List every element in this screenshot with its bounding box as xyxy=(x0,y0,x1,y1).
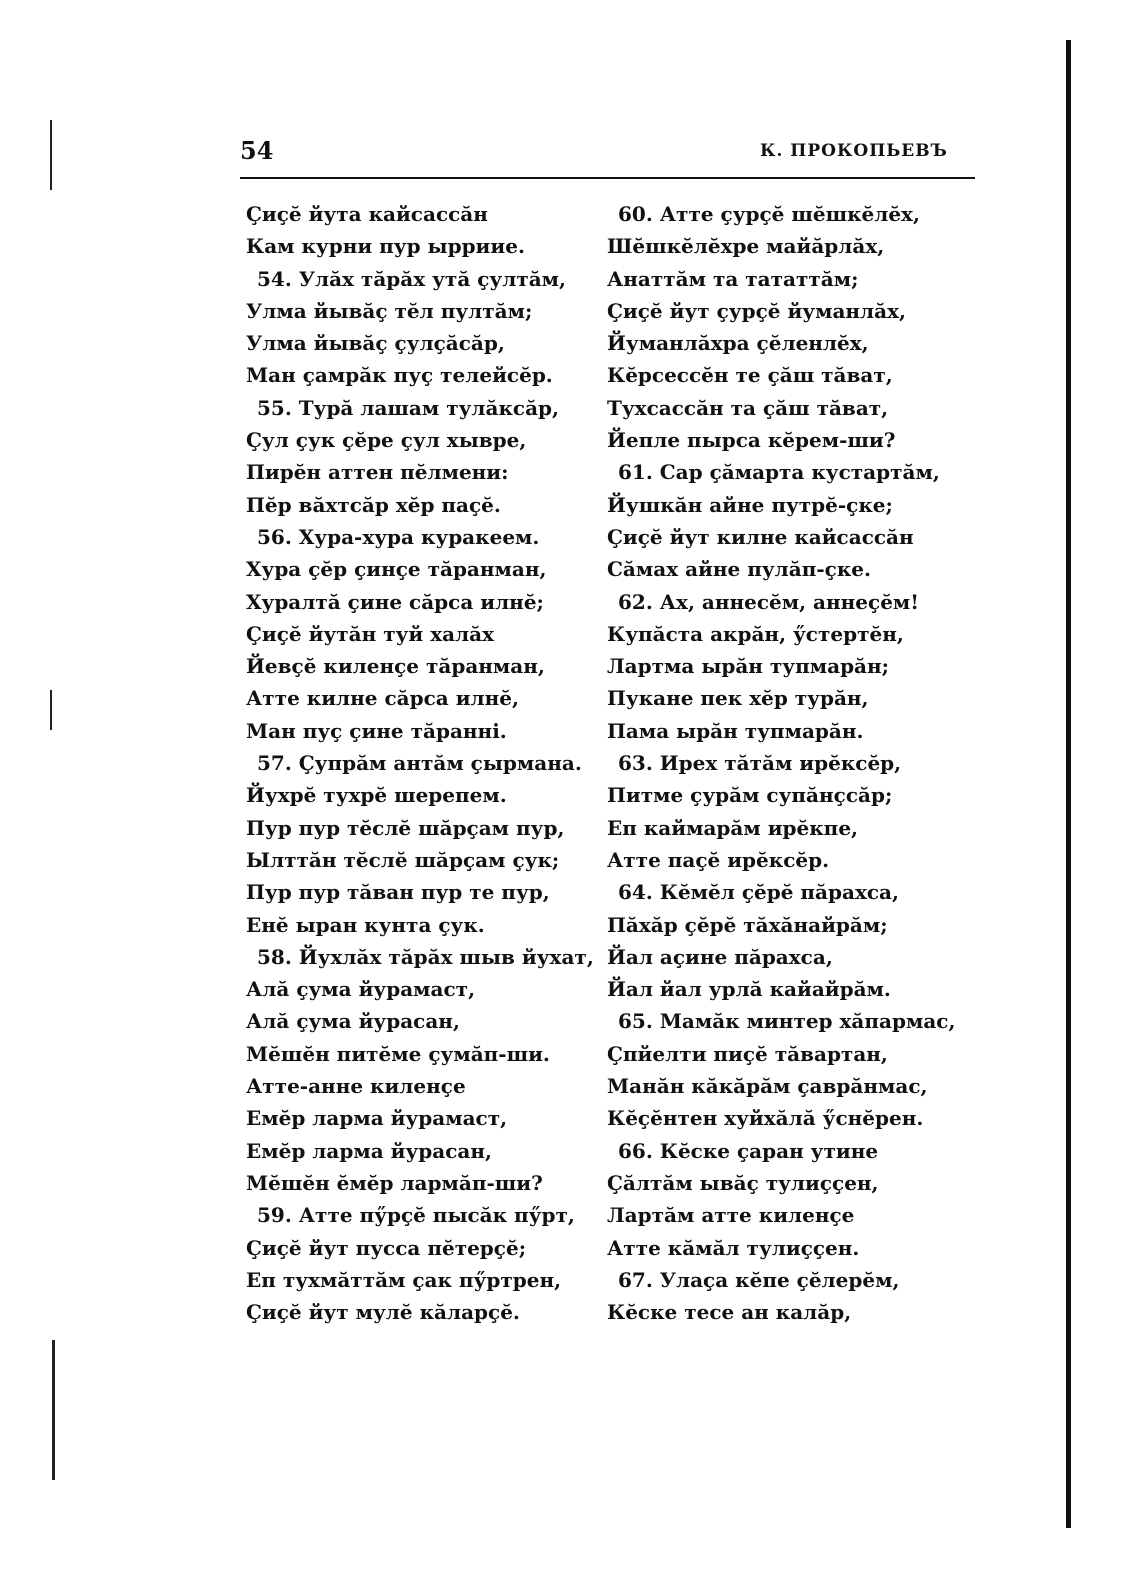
verse-line: Çиҫĕ йут пусса пĕтерҫĕ; xyxy=(246,1235,527,1260)
verse-line: Кĕрсессĕн те ҫăш тăват, xyxy=(607,363,893,388)
verse-line: 66. Кĕске çаран утине xyxy=(618,1138,879,1163)
verse-line: Атте кăмăл тулиҫҫен. xyxy=(607,1235,860,1260)
header-rule xyxy=(240,177,975,179)
verse-line: 64. Кĕмĕл çĕрĕ пăрахса, xyxy=(618,880,899,905)
verse-line: 60. Атте çурҫĕ шĕшкĕлĕх, xyxy=(618,202,920,226)
verse-line: Хуралтă çине сăрса илнĕ; xyxy=(246,589,544,614)
verse-line: Атте килне сăрса илнĕ, xyxy=(246,686,519,711)
verse-line: Йал аҫине пăрахса, xyxy=(607,944,833,969)
verse-line: Çпйелти пиҫĕ тăвартан, xyxy=(607,1041,888,1066)
verse-line: Пăхăр çĕрĕ тăхăнайрăм; xyxy=(607,912,888,937)
verse-line: Çиҫĕ йута кайсассăн xyxy=(246,202,488,226)
verse-line: 54. Улăх тăрăх утă çултăм, xyxy=(257,266,567,291)
verse-line: Кĕçĕнтен хуйхăлă ӳснĕрен. xyxy=(607,1106,924,1131)
left-column xyxy=(246,198,606,1328)
verse-line: Еп каймарăм ирĕкпе, xyxy=(607,815,859,840)
verse-line: 61. Сар çăмарта кустартăм, xyxy=(618,460,940,485)
verse-line: 63. Ирех тăтăм ирĕксĕр, xyxy=(618,751,902,776)
verse-line: Ман çамрăк пуç телейсĕр. xyxy=(246,363,553,388)
verse-line: Йепле пырса кĕрем-ши? xyxy=(607,428,896,453)
verse-line: Пукане пек хĕр турăн, xyxy=(607,686,869,711)
verse-line: Енĕ ыран кунта çук. xyxy=(246,912,485,937)
verse-line: 58. Йухлăх тăрăх шыв йухат, xyxy=(257,944,594,969)
verse-line: Атте-анне киленҫе xyxy=(246,1074,466,1099)
verse-line: Хура çĕр çинҫе тăранман, xyxy=(246,557,547,582)
verse-line: Ман пуç çине тăранні. xyxy=(246,718,507,743)
verse-line: Сăмах айне пулăп-çке. xyxy=(607,557,871,582)
verse-line: Çиҫĕ йут мулĕ кăларҫĕ. xyxy=(246,1300,520,1325)
binding-mark xyxy=(50,690,52,730)
verse-line: Алă çума йурамаст, xyxy=(246,977,476,1002)
verse-line: Пирĕн аттен пĕлмени: xyxy=(246,460,509,485)
binding-mark xyxy=(52,1340,55,1480)
verse-line: Атте паҫĕ ирĕксĕр. xyxy=(607,847,830,872)
verse-line: Кам курни пур ырриие. xyxy=(246,234,525,259)
verse-line: Çиҫĕ йут килне кайсассăн xyxy=(607,524,914,549)
verse-line: Алă çума йурасан, xyxy=(246,1009,460,1034)
verse-line: Çиҫĕ йутăн туй халăх xyxy=(246,621,495,646)
verse-line: Анаттăм та тататтăм; xyxy=(607,266,859,291)
verse-line: Кĕске тесе ан калăр, xyxy=(607,1300,852,1325)
verse-line: Пĕр вăхтсăр хĕр паҫĕ. xyxy=(246,492,501,517)
verse-line: 57. Ҫупрăм антăм çырмана. xyxy=(257,751,582,776)
verse-line: Улма йывăç çулçăсăр, xyxy=(246,331,505,356)
verse-line: Ылттăн тĕслĕ шăрçам çук; xyxy=(246,847,560,872)
verse-line: 59. Атте пӳрҫĕ пысăк пӳрт, xyxy=(257,1203,575,1228)
verse-line: Лартма ырăн тупмарăн; xyxy=(607,654,890,679)
verse-line: Шĕшкĕлĕхре майăрлăх, xyxy=(607,234,885,259)
verse-line: Пама ырăн тупмарăн. xyxy=(607,718,864,743)
verse-line: 56. Хура-хура куракеем. xyxy=(257,524,540,549)
verse-line: Йушкăн айне путрĕ-çке; xyxy=(607,492,893,517)
verse-line: Йухрĕ тухрĕ шерепем. xyxy=(246,783,507,808)
verse-line: Улма йывăç тĕл пултăм; xyxy=(246,298,533,323)
running-head: К. ПРОКОПЬЕВЪ xyxy=(760,141,948,161)
verse-line: Пур пур тăван пур те пур, xyxy=(246,880,550,905)
verse-line: Мĕшĕн ĕмĕр лармăп-ши? xyxy=(246,1170,543,1195)
verse-line: Емĕр ларма йурамаст, xyxy=(246,1106,508,1131)
verse-line: Йевҫĕ киленҫе тăранман, xyxy=(246,654,545,679)
verse-line: Лартăм атте киленҫе xyxy=(607,1203,855,1228)
verse-line: Пур пур тĕслĕ шăрçам пур, xyxy=(246,815,565,840)
verse-line: Купăста акрăн, ӳстертĕн, xyxy=(607,621,904,646)
verse-line: Емĕр ларма йурасан, xyxy=(246,1138,492,1163)
verse-line: Еп тухмăттăм çак пӳртрен, xyxy=(246,1267,562,1292)
verse-line: Манăн кăкăрăм çаврăнмас, xyxy=(607,1074,928,1099)
verse-line: 55. Турă лашам тулăксăр, xyxy=(257,395,559,420)
verse-line: 62. Ах, аннесĕм, аннеçĕм! xyxy=(618,589,920,614)
page-edge-shadow xyxy=(1066,40,1071,1528)
binding-mark xyxy=(50,120,52,190)
verse-line: 65. Мамăк минтер хăпармас, xyxy=(618,1009,956,1034)
verse-line: Çăлтăм ывăç тулиҫҫен, xyxy=(607,1170,879,1195)
right-column xyxy=(607,198,987,1328)
verse-line: Мĕшĕн питĕме çумăп-ши. xyxy=(246,1041,550,1066)
verse-line: Йал йал урлă кайайрăм. xyxy=(607,977,891,1002)
verse-line: Çул çук çĕре çул хывре, xyxy=(246,428,527,453)
verse-line: 67. Улаҫа кĕпе çĕлерĕм, xyxy=(618,1267,900,1292)
verse-line: Йуманлăхра çĕленлĕх, xyxy=(607,331,869,356)
verse-line: Питме çурăм супăнҫсăр; xyxy=(607,783,893,808)
page-header xyxy=(240,136,975,170)
verse-line: Çиҫĕ йут çурҫĕ йуманлăх, xyxy=(607,298,906,323)
verse-line: Тухсассăн та ҫăш тăват, xyxy=(607,395,889,420)
page-number: 54 xyxy=(240,136,274,165)
